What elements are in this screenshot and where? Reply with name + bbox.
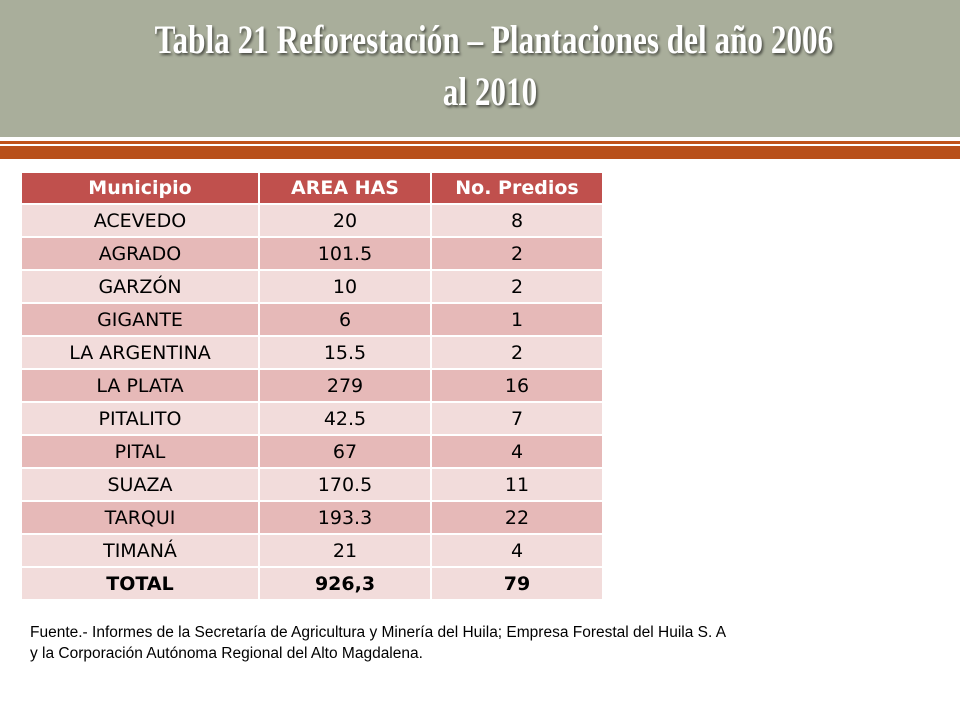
table-header-row (21, 172, 603, 204)
cell-no-predios: 1 (431, 303, 603, 336)
cell-no-predios: 2 (431, 270, 603, 303)
cell-area-has: 42.5 (259, 402, 431, 435)
slide-title-line-1: Tabla 21 Reforestación – Plantaciones del año 2006 (154, 17, 834, 62)
slide-title-line-2: al 2010 (442, 69, 538, 114)
table-row (21, 534, 603, 567)
cell-municipio: PITAL (21, 435, 259, 468)
cell-no-predios: 22 (431, 501, 603, 534)
reforestation-table (20, 171, 604, 601)
source-note-line-2: y la Corporación Autónoma Regional del Alto Magdalena. (30, 645, 423, 662)
table-row (21, 204, 603, 237)
cell-area-has: 6 (259, 303, 431, 336)
table-row (21, 501, 603, 534)
table-row (21, 369, 603, 402)
cell-area-has: 10 (259, 270, 431, 303)
cell-no-predios: 11 (431, 468, 603, 501)
table-row (21, 435, 603, 468)
cell-area-has: 15.5 (259, 336, 431, 369)
cell-municipio: LA ARGENTINA (21, 336, 259, 369)
table-total-row (21, 567, 603, 600)
cell-area-has: 193.3 (259, 501, 431, 534)
cell-no-predios: 2 (431, 237, 603, 270)
cell-area-has: 170.5 (259, 468, 431, 501)
cell-municipio: PITALITO (21, 402, 259, 435)
cell-municipio: TARQUI (21, 501, 259, 534)
cell-no-predios: 8 (431, 204, 603, 237)
table-row (21, 336, 603, 369)
total-no-predios: 79 (431, 567, 603, 600)
accent-strip-thin (0, 141, 960, 144)
cell-municipio: GIGANTE (21, 303, 259, 336)
cell-no-predios: 4 (431, 435, 603, 468)
cell-area-has: 21 (259, 534, 431, 567)
table-row (21, 237, 603, 270)
cell-municipio: AGRADO (21, 237, 259, 270)
table-row (21, 402, 603, 435)
column-header-area-has: AREA HAS (259, 172, 431, 204)
source-note (30, 622, 910, 664)
cell-area-has: 20 (259, 204, 431, 237)
cell-municipio: TIMANÁ (21, 534, 259, 567)
column-header-municipio: Municipio (21, 172, 259, 204)
table-row (21, 303, 603, 336)
accent-strip-thick (0, 146, 960, 159)
total-area-has: 926,3 (259, 567, 431, 600)
cell-municipio: ACEVEDO (21, 204, 259, 237)
total-label: TOTAL (21, 567, 259, 600)
table-row (21, 468, 603, 501)
cell-municipio: GARZÓN (21, 270, 259, 303)
cell-no-predios: 16 (431, 369, 603, 402)
table-row (21, 270, 603, 303)
title-bar (0, 0, 960, 137)
cell-no-predios: 2 (431, 336, 603, 369)
source-note-line-1: Fuente.- Informes de la Secretaría de Agricultura y Minería del Huila; Empresa Forestal del Huila S. A (30, 624, 727, 641)
cell-municipio: LA PLATA (21, 369, 259, 402)
cell-area-has: 279 (259, 369, 431, 402)
cell-area-has: 67 (259, 435, 431, 468)
cell-no-predios: 7 (431, 402, 603, 435)
cell-municipio: SUAZA (21, 468, 259, 501)
cell-no-predios: 4 (431, 534, 603, 567)
cell-area-has: 101.5 (259, 237, 431, 270)
column-header-no-predios: No. Predios (431, 172, 603, 204)
slide-title (154, 14, 834, 118)
